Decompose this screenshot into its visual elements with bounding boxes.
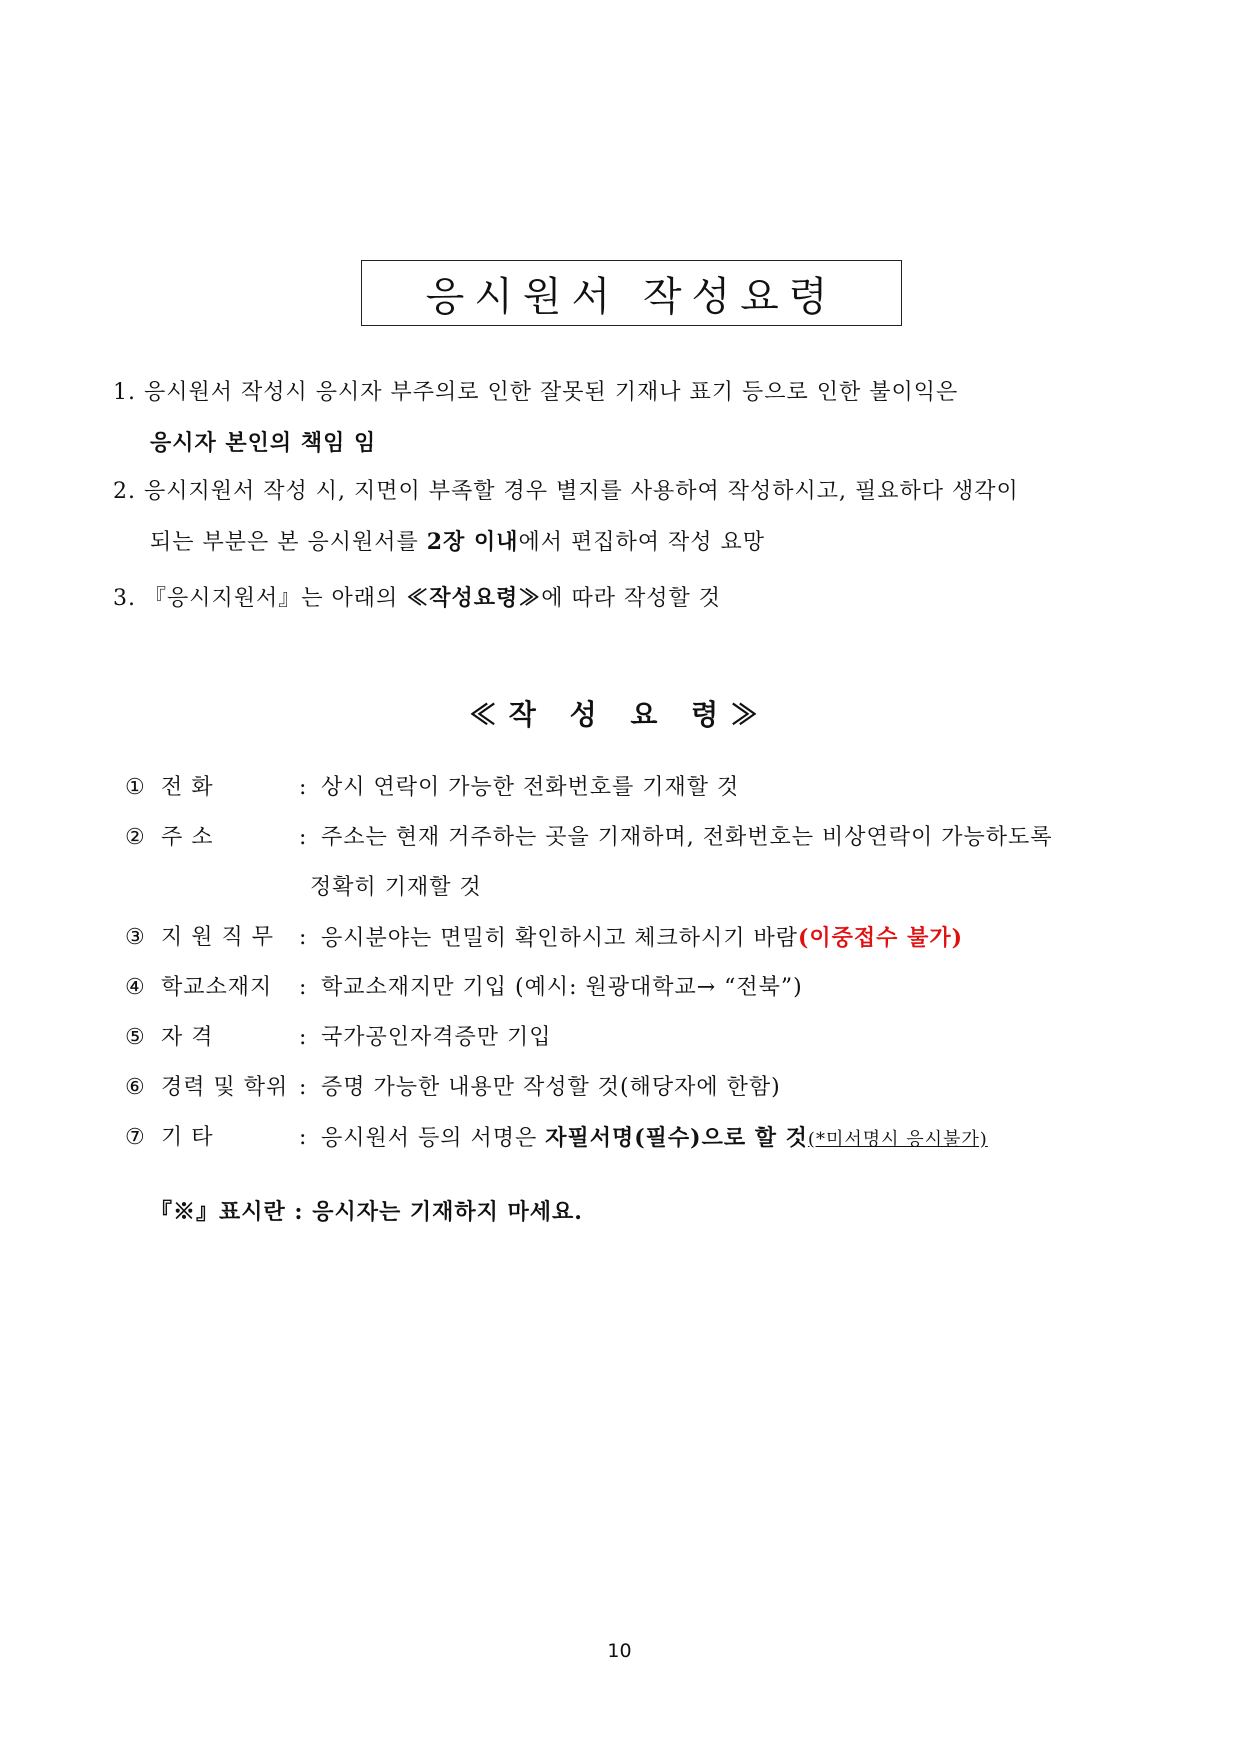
guide-item-number: ③ bbox=[125, 925, 146, 950]
instruction-1-number: 1. bbox=[113, 380, 136, 405]
instruction-2-continued bbox=[150, 527, 765, 558]
guide-item-label: 전 화 bbox=[161, 775, 214, 800]
instruction-3-text-post: 에 따라 작성할 것 bbox=[541, 586, 722, 611]
guide-item-colon: : bbox=[299, 925, 308, 950]
guide-item-label: 경력 및 학위 bbox=[161, 1075, 289, 1100]
guide-item-colon: : bbox=[299, 1025, 308, 1050]
instruction-3-text-pre: 『응시지원서』는 아래의 bbox=[144, 586, 407, 611]
guide-item-colon: : bbox=[299, 1075, 308, 1100]
guide-item-phone bbox=[125, 773, 1125, 803]
guide-item-text: 상시 연락이 가능한 전화번호를 기재할 것 bbox=[321, 775, 740, 800]
guide-item-address bbox=[125, 823, 1125, 853]
guide-item-number: ② bbox=[125, 825, 146, 850]
guide-item-text-main: 응시원서 등의 서명은 bbox=[321, 1126, 546, 1151]
instruction-3 bbox=[113, 583, 721, 614]
guide-item-label: 주 소 bbox=[161, 825, 214, 850]
instruction-1-text: 응시원서 작성시 응시자 부주의로 인한 잘못된 기재나 표기 등으로 인한 불이익은 bbox=[144, 380, 959, 405]
guide-item-text: 국가공인자격증만 기입 bbox=[321, 1025, 552, 1050]
unsigned-warning: (*미서명시 응시불가) bbox=[807, 1129, 988, 1150]
guide-item-text: 주소는 현재 거주하는 곳을 기재하며, 전화번호는 비상연락이 가능하도록 bbox=[321, 825, 1053, 850]
guide-item-other bbox=[125, 1123, 1125, 1153]
instruction-1-continued: 응시자 본인의 책임 임 bbox=[150, 430, 377, 456]
instruction-3-number: 3. bbox=[113, 586, 136, 611]
guide-item-number: ⑥ bbox=[125, 1075, 146, 1100]
guide-item-number: ④ bbox=[125, 975, 146, 1000]
guide-item-colon: : bbox=[299, 975, 308, 1000]
guide-item-label: 기 타 bbox=[161, 1125, 214, 1150]
instruction-2-text: 응시지원서 작성 시, 지면이 부족할 경우 별지를 사용하여 작성하시고, 필요하다 생각이 bbox=[144, 479, 1019, 504]
guide-item-qualification bbox=[125, 1023, 1125, 1053]
guide-item-number: ⑤ bbox=[125, 1025, 146, 1050]
guide-item-number: ① bbox=[125, 775, 146, 800]
guide-item-text bbox=[321, 1123, 988, 1155]
guide-item-label: 자 격 bbox=[161, 1025, 214, 1050]
document-title: 응시원서 작성요령 bbox=[361, 260, 902, 326]
guide-item-position bbox=[125, 923, 1125, 953]
guide-item-colon: : bbox=[299, 775, 308, 800]
examiner-only-note: 『※』표시란 : 응시자는 기재하지 마세요. bbox=[150, 1199, 583, 1225]
guide-item-text: 증명 가능한 내용만 작성할 것(해당자에 한함) bbox=[321, 1075, 781, 1100]
guide-item-label: 지 원 직 무 bbox=[161, 925, 274, 950]
guide-item-address-continued: 정확히 기재할 것 bbox=[310, 875, 482, 900]
instruction-2-text-post: 에서 편집하여 작성 요망 bbox=[518, 530, 765, 555]
signature-required: 자필서명(필수)으로 할 것 bbox=[545, 1125, 808, 1151]
instruction-2-page-limit: 2장 이내 bbox=[426, 529, 519, 555]
guide-item-text: 학교소재지만 기입 (예시: 원광대학교→ “전북”) bbox=[321, 975, 803, 1000]
instruction-3-guide-ref: ≪작성요령≫ bbox=[406, 585, 542, 611]
instruction-2-number: 2. bbox=[113, 479, 136, 504]
guide-item-colon: : bbox=[299, 1125, 308, 1150]
duplicate-application-warning: (이중접수 불가) bbox=[798, 925, 964, 951]
guide-item-school-location bbox=[125, 973, 1125, 1003]
guide-item-number: ⑦ bbox=[125, 1125, 146, 1150]
guide-item-career bbox=[125, 1073, 1125, 1103]
guide-item-label: 학교소재지 bbox=[161, 975, 273, 1000]
instruction-2 bbox=[113, 477, 1019, 507]
guide-heading: ≪작 성 요 령≫ bbox=[468, 698, 771, 731]
guide-item-text-main: 응시분야는 면밀히 확인하시고 체크하시기 바람 bbox=[321, 926, 799, 951]
guide-item-text bbox=[321, 923, 963, 954]
guide-item-colon: : bbox=[299, 825, 308, 850]
instruction-1 bbox=[113, 378, 958, 408]
page-number: 10 bbox=[607, 1640, 632, 1662]
instruction-2-text-pre: 되는 부분은 본 응시원서를 bbox=[150, 530, 427, 555]
